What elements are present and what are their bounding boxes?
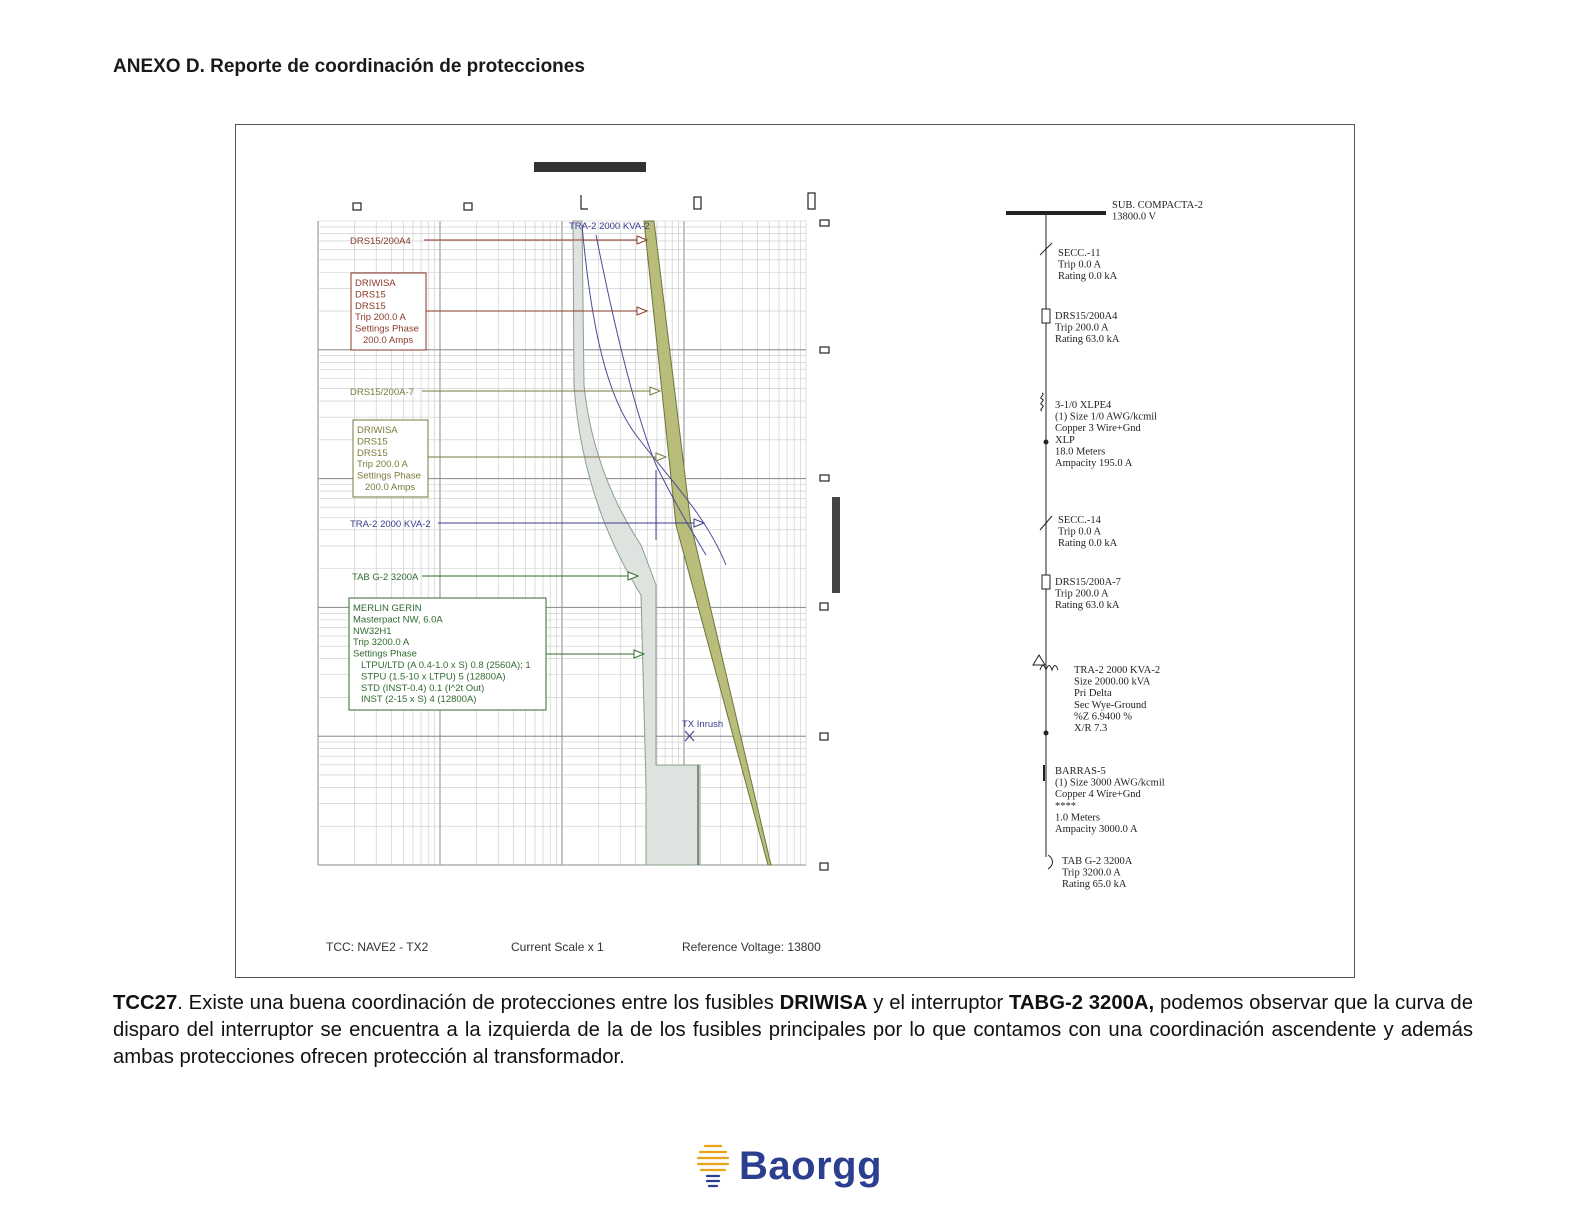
transformer-delta-icon <box>1033 655 1045 665</box>
oneline-label-tab: Trip 3200.0 A <box>1062 867 1121 879</box>
settings-line: 200.0 Amps <box>365 482 416 493</box>
side-square-icon <box>820 863 828 870</box>
settings-line: DRIWISA <box>357 425 398 436</box>
node-icon <box>1044 440 1048 444</box>
fuse-icon <box>1042 309 1050 323</box>
curve-label: TX Inrush <box>682 719 724 730</box>
oneline-label-drs4: DRS15/200A4 <box>1055 311 1118 322</box>
settings-line: STD (INST-0.4) 0.1 (I^2t Out) <box>361 682 485 694</box>
settings-line: Settings Phase <box>355 323 419 335</box>
settings-line: DRIWISA <box>355 278 396 289</box>
caption-text: podemos observar que la curva de disparo del interruptor se encuentra a la izquierda de la de los fusibles principales por lo que contamos con una coordinación ascendente y además ambas protecciones ofrecen protección al transformador. <box>113 992 1473 1068</box>
brand-logo <box>695 1140 882 1192</box>
oneline-label-bus: SUB. COMPACTA-2 <box>1112 200 1203 211</box>
oneline-label-tra: X/R 7.3 <box>1074 723 1108 734</box>
settings-line: DRS15 <box>355 289 386 301</box>
fuse-icon <box>1042 575 1050 589</box>
oneline-label-cable: Copper 3 Wire+Gnd <box>1055 423 1141 435</box>
arrow-icon <box>637 307 647 315</box>
oneline-label-tra: %Z 6.9400 % <box>1074 711 1133 723</box>
footer-scale: Current Scale x 1 <box>511 940 604 954</box>
oneline-label-tra: Size 2000.00 kVA <box>1074 676 1151 688</box>
page-heading: ANEXO D. Reporte de coordinación de protecciones <box>113 56 585 77</box>
settings-box-2 <box>353 420 428 497</box>
toolbar-square-icon <box>464 203 472 210</box>
cable-icon <box>1041 393 1043 411</box>
footer-tcc: TCC: NAVE2 - TX2 <box>326 940 429 954</box>
curve-label: TRA-2 2000 KVA-2 <box>350 519 431 530</box>
arrow-icon <box>656 453 666 461</box>
toolbar-device-icon <box>694 197 701 209</box>
settings-line: Settings Phase <box>353 648 417 660</box>
settings-line: Trip 3200.0 A <box>353 637 410 649</box>
settings-line: LTPU/LTD (A 0.4-1.0 x S) 0.8 (2560A); 1 <box>361 660 531 671</box>
one-line-labels <box>1055 200 1203 890</box>
curve-label: TRA-2 2000 KVA-2 <box>569 221 650 232</box>
caption-text: . Existe una buena coordinación de protecciones entre los fusibles <box>177 992 780 1014</box>
settings-line: Settings Phase <box>357 470 421 482</box>
toolbar-device-icon <box>808 193 815 209</box>
oneline-label-cable: 18.0 Meters <box>1055 446 1106 458</box>
caption-text: y el interruptor <box>867 992 1010 1014</box>
settings-line: MERLIN GERIN <box>353 603 422 614</box>
lightbulb-icon <box>695 1140 731 1192</box>
oneline-label-secc14: SECC.-14 <box>1058 515 1101 526</box>
oneline-label-secc14: Trip 0.0 A <box>1058 526 1102 538</box>
caption-emphasis: DRIWISA <box>779 992 868 1014</box>
settings-box-1 <box>351 273 426 350</box>
oneline-label-tra: Sec Wye-Ground <box>1074 699 1147 711</box>
oneline-label-tab: Rating 65.0 kA <box>1062 879 1127 891</box>
curve-label: DRS15/200A4 <box>350 236 411 247</box>
caption-emphasis: TABG-2 3200A, <box>1009 992 1155 1014</box>
oneline-label-secc11: Trip 0.0 A <box>1058 259 1102 271</box>
tcc-report-frame <box>235 124 1355 978</box>
settings-line: DRS15 <box>357 436 388 448</box>
oneline-label-barras: Ampacity 3000.0 A <box>1055 824 1138 835</box>
side-square-icon <box>820 347 829 353</box>
oneline-label-barras: Copper 4 Wire+Gnd <box>1055 789 1141 801</box>
oneline-label-drs7: DRS15/200A-7 <box>1055 577 1121 588</box>
settings-line: STPU (1.5-10 x LTPU) 5 (12800A) <box>361 671 506 683</box>
oneline-label-tra: Pri Delta <box>1074 688 1112 700</box>
side-square-icon <box>820 220 829 226</box>
settings-line: Masterpact NW, 6.0A <box>353 614 443 626</box>
oneline-label-cable: XLP <box>1055 434 1075 446</box>
curve-label: DRS15/200A-7 <box>350 387 414 398</box>
curve-label: TAB G-2 3200A <box>352 572 419 583</box>
axis-title-glyphs <box>832 497 840 593</box>
settings-box-3 <box>349 598 546 710</box>
oneline-label-cable: (1) Size 1/0 AWG/kcmil <box>1055 411 1158 423</box>
side-square-icon <box>820 603 828 610</box>
oneline-label-barras: **** <box>1055 800 1076 812</box>
oneline-label-drs4: Trip 200.0 A <box>1055 322 1109 334</box>
tcc-title-glyphs <box>534 162 646 172</box>
brand-name: Baorgg <box>739 1143 882 1188</box>
settings-line: NW32H1 <box>353 625 392 637</box>
oneline-label-barras: BARRAS-5 <box>1055 766 1106 777</box>
oneline-label-drs7: Trip 200.0 A <box>1055 588 1109 600</box>
settings-line: Trip 200.0 A <box>357 459 408 471</box>
oneline-label-secc11: SECC.-11 <box>1058 248 1101 259</box>
footer-voltage: Reference Voltage: 13800 <box>682 940 821 954</box>
oneline-label-secc11: Rating 0.0 kA <box>1058 271 1118 283</box>
oneline-label-drs7: Rating 63.0 kA <box>1055 600 1120 612</box>
oneline-label-tra: TRA-2 2000 KVA-2 <box>1074 665 1161 676</box>
oneline-label-barras: (1) Size 3000 AWG/kcmil <box>1055 777 1165 789</box>
transformer-winding-icon <box>1040 666 1058 671</box>
oneline-label-tab: TAB G-2 3200A <box>1062 856 1133 867</box>
toolbar-square-icon <box>353 203 361 210</box>
arrow-icon <box>650 387 660 395</box>
settings-line: INST (2-15 x S) 4 (12800A) <box>361 694 477 706</box>
oneline-label-cable: Ampacity 195.0 A <box>1055 458 1133 469</box>
oneline-label-drs4: Rating 63.0 kA <box>1055 334 1120 346</box>
breaker-icon <box>1048 855 1053 869</box>
settings-line: DRS15 <box>355 300 386 312</box>
toolbar-bracket-icon <box>581 195 588 209</box>
oneline-label-secc14: Rating 0.0 kA <box>1058 538 1118 550</box>
oneline-label-bus: 13800.0 V <box>1112 211 1157 223</box>
side-square-icon <box>820 475 829 481</box>
caption-paragraph <box>113 990 1473 1071</box>
node-icon <box>1044 731 1048 735</box>
settings-line: 200.0 Amps <box>363 335 414 346</box>
settings-line: Trip 200.0 A <box>355 312 406 324</box>
tcc-figure <box>236 125 1354 977</box>
oneline-label-cable: 3-1/0 XLPE4 <box>1055 400 1112 411</box>
side-square-icon <box>820 733 828 740</box>
caption-figure-id: TCC27 <box>113 992 178 1014</box>
settings-line: DRS15 <box>357 447 388 459</box>
oneline-label-barras: 1.0 Meters <box>1055 812 1100 824</box>
